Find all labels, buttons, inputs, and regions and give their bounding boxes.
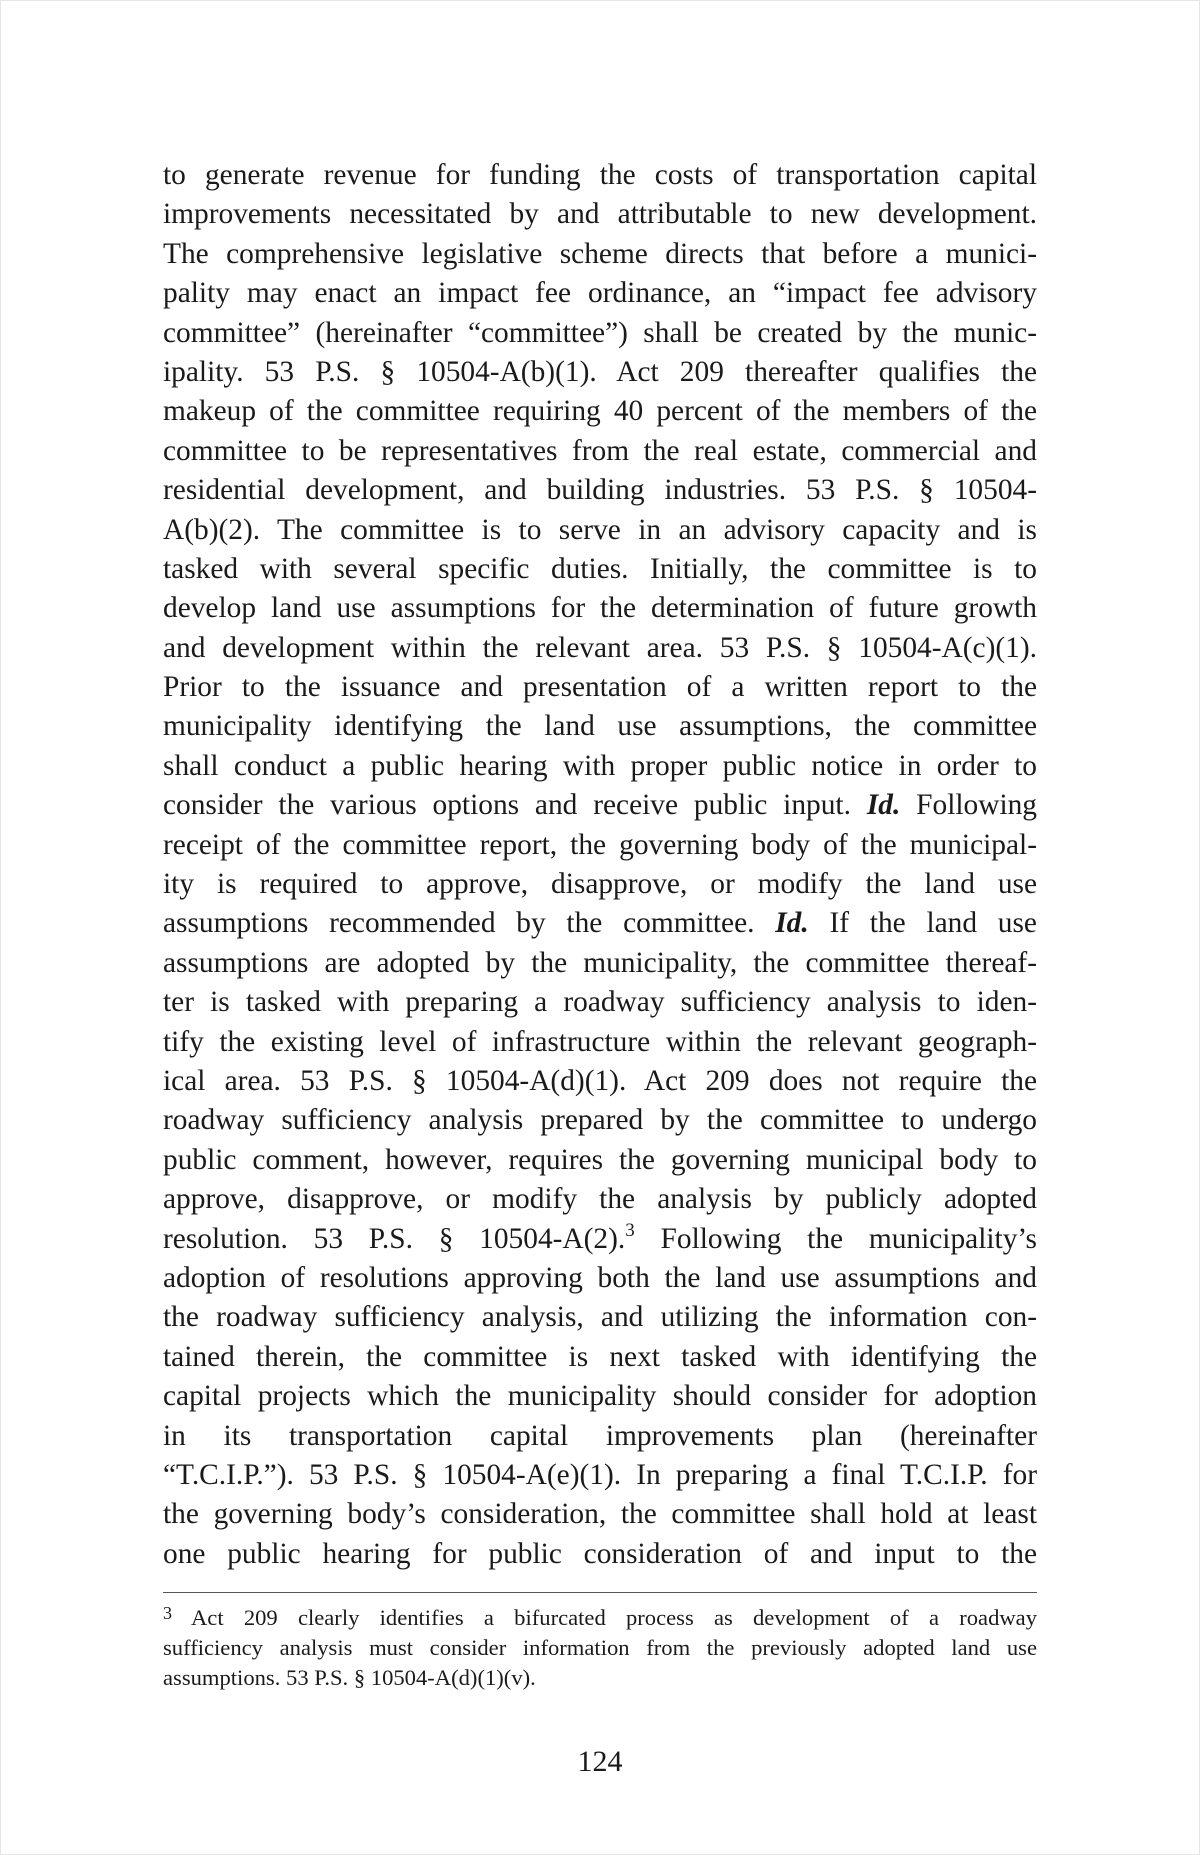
- body-line-text: makeup of the committee requiring 40 percent of the members of the: [163, 395, 1037, 428]
- body-line-text: committee to be representatives from the real estate, commercial and: [163, 434, 1037, 467]
- body-line: [163, 392, 1037, 431]
- body-line: [163, 865, 1037, 904]
- body-line: [163, 1180, 1037, 1219]
- body-line: [163, 747, 1037, 786]
- body-line-text: municipality identifying the land use assumptions, the committee: [163, 710, 1037, 743]
- body-line: [163, 589, 1037, 628]
- body-line: [163, 156, 1037, 195]
- body-line-text: develop land use assumptions for the determination of future growth: [163, 592, 1037, 625]
- footnote-line: [163, 1633, 1037, 1663]
- body-line: [163, 1417, 1037, 1456]
- body-line: [163, 668, 1037, 707]
- footnote-text: Act 209 clearly identifies a bifurcated process as development of a roadway: [190, 1605, 1038, 1630]
- footnote-line: [163, 1603, 1037, 1633]
- body-line-text: tasked with several specific duties. Initially, the committee is to: [163, 552, 1037, 585]
- footnote-line-text: sufficiency analysis must consider information from the previously adopted land use: [163, 1635, 1037, 1660]
- body-line: [163, 1377, 1037, 1416]
- body-text-segment: If the land use: [829, 907, 1037, 940]
- body-line: [163, 471, 1037, 510]
- body-line: [163, 1101, 1037, 1140]
- body-line: [163, 707, 1037, 746]
- body-line-text: [163, 1220, 1037, 1259]
- body-text-segment: Following the municipality’s: [660, 1222, 1037, 1255]
- body-line: [163, 1220, 1037, 1259]
- body-line-text: public comment, however, requires the governing municipal body to: [163, 1143, 1037, 1176]
- body-line: [163, 629, 1037, 668]
- footnote-reference[interactable]: 3: [625, 1219, 635, 1241]
- body-line-text: improvements necessitated by and attributable to new development.: [163, 198, 1037, 231]
- body-line: [163, 1338, 1037, 1377]
- body-line-text: adoption of resolutions approving both the land use assumptions and: [163, 1261, 1037, 1294]
- body-line-text: [163, 786, 1037, 825]
- footnote-line-text: [163, 1603, 1037, 1633]
- body-line-text: [163, 904, 1037, 943]
- body-line-text: shall conduct a public hearing with proper public notice in order to: [163, 749, 1037, 782]
- body-line-text: capital projects which the municipality should consider for adoption: [163, 1380, 1037, 1413]
- footnote-line: [163, 1663, 1037, 1693]
- body-line: [163, 1062, 1037, 1101]
- body-line: [163, 432, 1037, 471]
- body-line: [163, 1456, 1037, 1495]
- body-line-text: committee” (hereinafter “committee”) shall be created by the munic-: [163, 316, 1037, 349]
- body-line: [163, 550, 1037, 589]
- body-line: [163, 1535, 1037, 1574]
- footnote-number: 3: [163, 1603, 172, 1623]
- body-line-text: “T.C.I.P.”). 53 P.S. § 10504-A(e)(1). In preparing a final T.C.I.P. for: [163, 1458, 1037, 1491]
- body-line: [163, 944, 1037, 983]
- body-line-text: residential development, and building industries. 53 P.S. § 10504-: [163, 474, 1037, 507]
- body-line: [163, 314, 1037, 353]
- body-line-text: A(b)(2). The committee is to serve in an advisory capacity and is: [163, 513, 1037, 546]
- body-line-text: to generate revenue for funding the costs of transportation capital: [163, 159, 1037, 191]
- body-text-segment: resolution. 53 P.S. § 10504-A(2).: [163, 1222, 626, 1255]
- page-number: 124: [577, 1745, 623, 1778]
- body-line-text: ter is tasked with preparing a roadway sufficiency analysis to iden-: [163, 986, 1037, 1019]
- body-line-text: tained therein, the committee is next tasked with identifying the: [163, 1340, 1037, 1373]
- body-text-segment: Following: [916, 789, 1038, 822]
- body-line-text: Prior to the issuance and presentation of a written report to the: [163, 671, 1037, 704]
- citation-id: Id.: [866, 789, 901, 822]
- body-line: [163, 786, 1037, 825]
- body-line: [163, 511, 1037, 550]
- footnote: [163, 1603, 1037, 1693]
- footnote-line-text: assumptions. 53 P.S. § 10504-A(d)(1)(v).: [163, 1665, 536, 1690]
- body-line-text: The comprehensive legislative scheme directs that before a munici-: [163, 237, 1037, 270]
- body-line: [163, 1023, 1037, 1062]
- body-line-text: tify the existing level of infrastructure within the relevant geograph-: [163, 1025, 1037, 1058]
- body-line: [163, 195, 1037, 234]
- body-line: [163, 1495, 1037, 1534]
- body-line: [163, 826, 1037, 865]
- body-line: [163, 1259, 1037, 1298]
- footnote-divider: [163, 1592, 1037, 1593]
- body-line-text: roadway sufficiency analysis prepared by the committee to undergo: [163, 1104, 1037, 1137]
- body-line-text: ical area. 53 P.S. § 10504-A(d)(1). Act 209 does not require the: [163, 1064, 1037, 1097]
- body-line: [163, 1141, 1037, 1180]
- body-line: [163, 353, 1037, 392]
- body-line: [163, 983, 1037, 1022]
- body-line: [163, 235, 1037, 274]
- body-line-text: the roadway sufficiency analysis, and utilizing the information con-: [163, 1301, 1037, 1334]
- body-line-text: in its transportation capital improvements plan (hereinafter: [163, 1419, 1037, 1452]
- body-text: [163, 156, 1037, 1574]
- body-text-segment: assumptions recommended by the committee.: [163, 907, 755, 940]
- body-line: [163, 274, 1037, 313]
- body-line-text: pality may enact an impact fee ordinance, an “impact fee advisory: [163, 277, 1037, 310]
- body-line: [163, 1298, 1037, 1337]
- body-line-text: ipality. 53 P.S. § 10504-A(b)(1). Act 209 thereafter qualifies the: [163, 355, 1037, 388]
- body-line: [163, 904, 1037, 943]
- body-line-text: the governing body’s consideration, the committee shall hold at least: [163, 1498, 1037, 1531]
- body-line-text: assumptions are adopted by the municipality, the committee thereaf-: [163, 946, 1037, 979]
- body-text-segment: consider the various options and receive public input.: [163, 789, 851, 822]
- body-line-text: approve, disapprove, or modify the analysis by publicly adopted: [163, 1183, 1037, 1216]
- body-line-text: and development within the relevant area. 53 P.S. § 10504-A(c)(1).: [163, 631, 1037, 664]
- citation-id: Id.: [775, 907, 809, 940]
- body-line-text: ity is required to approve, disapprove, or modify the land use: [163, 868, 1037, 901]
- body-line-text: one public hearing for public consideration of and input to the: [163, 1537, 1037, 1570]
- body-line-text: receipt of the committee report, the governing body of the municipal-: [163, 828, 1037, 861]
